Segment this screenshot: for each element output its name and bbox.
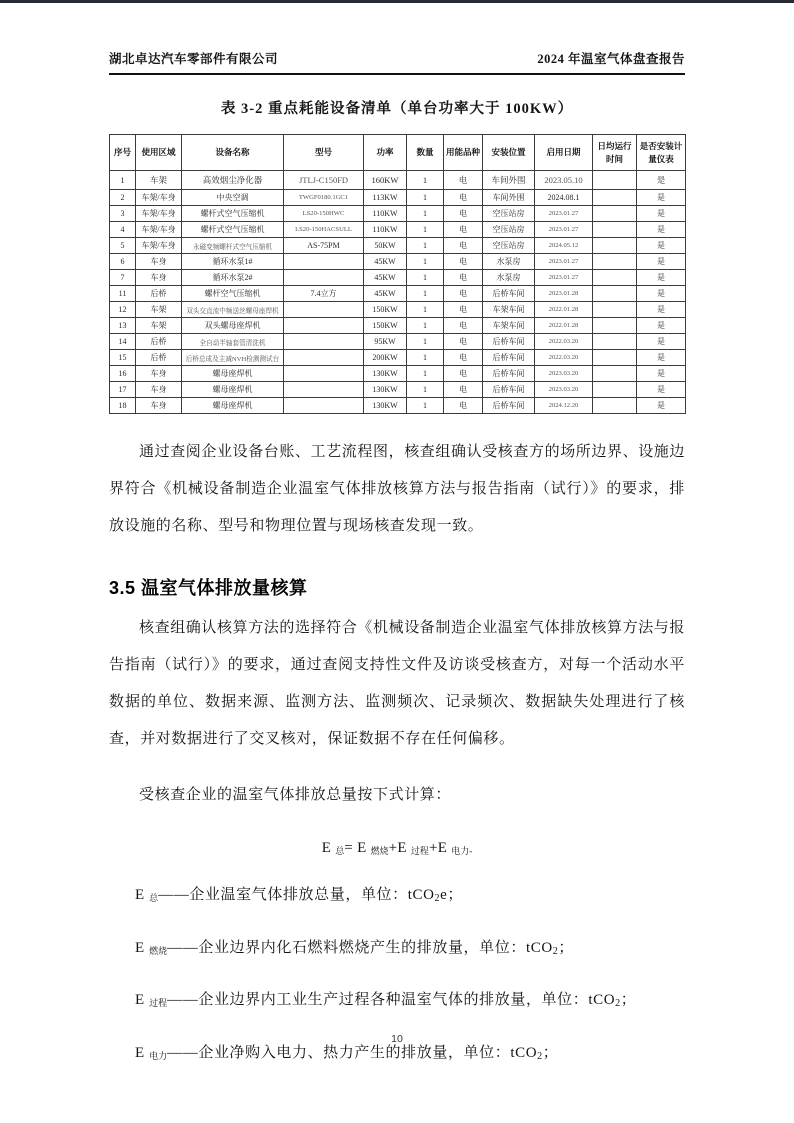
definition-line: E $_{燃烧}$——企业边界内化石燃料燃烧产生的排放量，单位：tCO$_2$； [135,939,574,957]
unit-subscript: 2 [615,998,621,1009]
table-cell: 150KW [364,318,407,334]
table-column-header: 启用日期 [535,135,593,171]
table-cell: 车架车间 [483,318,535,334]
table-column-header: 型号 [284,135,364,171]
table-cell: 是 [637,270,686,286]
table-cell: 3 [110,206,136,222]
table-cell [284,254,364,270]
table-cell: 后桥 [136,286,182,302]
table-cell: LS20-150HACSULL [284,222,364,238]
table-cell [593,302,637,318]
table-cell: 车架 [136,318,182,334]
table-cell: 是 [637,190,686,206]
table-column-header: 设备名称 [182,135,284,171]
table-cell: 双头交直流中频送丝螺母座焊机 [182,302,284,318]
table-cell: 2023.03.20 [535,382,593,398]
page-number: 10 [391,1033,403,1045]
table-cell: 1 [407,334,444,350]
table-cell: 电 [444,366,483,382]
table-cell: 循环水泵2# [182,270,284,286]
table-cell: 1 [407,286,444,302]
table-cell: 16 [110,366,136,382]
table-cell: 1 [407,366,444,382]
unit-subscript: 2 [537,1050,543,1062]
table-column-header: 安装位置 [483,135,535,171]
table-cell: 后桥 [136,334,182,350]
table-cell: 电 [444,254,483,270]
table-cell: 1 [407,318,444,334]
table-cell: 是 [637,318,686,334]
table-cell: 是 [637,171,686,190]
table-cell: 螺杆式空气压缩机 [182,206,284,222]
formula-segment: +E $_{过程}$ [388,840,429,856]
table-cell: 电 [444,222,483,238]
table-cell: 2023.01.27 [535,270,593,286]
table-cell [593,171,637,190]
table-cell: 车身 [136,382,182,398]
table-cell: 2023.01.27 [535,222,593,238]
table-cell: 14 [110,334,136,350]
formula-subscript: 燃烧 [370,846,389,856]
table-cell: 2023.03.20 [535,366,593,382]
table-cell: 后桥车间 [483,350,535,366]
paragraph-formula-intro: 受核查企业的温室气体排放总量按下式计算： [139,787,452,804]
formula-subscript: 总 [335,846,345,856]
term-subscript: 电力 [149,1050,168,1061]
table-cell: 电 [444,190,483,206]
table-cell [284,366,364,382]
table-cell: 螺母座焊机 [182,398,284,414]
table-cell: 2023.05.10 [535,171,593,190]
table-cell: 后桥车间 [483,382,535,398]
table-cell: 130KW [364,382,407,398]
definition-line: E $_{电力}$——企业净购入电力、热力产生的排放量，单位：tCO$_2$； [135,1044,559,1062]
table-cell: 1 [407,222,444,238]
table-cell: 车架车间 [483,302,535,318]
table-cell: 电 [444,171,483,190]
formula-segment: E $_总$ [321,840,345,856]
table-cell: 是 [637,222,686,238]
table-cell: 50KW [364,238,407,254]
table-cell: 后桥 [136,350,182,366]
table-cell: 4 [110,222,136,238]
table-cell: 1 [407,238,444,254]
table-row [110,206,686,222]
table-cell: 车间外围 [483,190,535,206]
table-cell: 1 [407,302,444,318]
table-row [110,254,686,270]
table-cell: 后桥车间 [483,334,535,350]
table-cell: 130KW [364,366,407,382]
table-cell: 车架 [136,302,182,318]
table-cell: 车身 [136,254,182,270]
table-cell: 1 [407,206,444,222]
table-cell: 电 [444,318,483,334]
table-cell: 1 [407,254,444,270]
table-cell: 110KW [364,206,407,222]
table-cell: 电 [444,334,483,350]
table-cell: 7 [110,270,136,286]
equipment-table-head [110,135,686,171]
table-cell: 1 [110,171,136,190]
table-cell: 空压站房 [483,238,535,254]
table-cell [593,286,637,302]
table-cell: 双头螺母座焊机 [182,318,284,334]
table-column-header: 使用区域 [136,135,182,171]
table-cell: 是 [637,382,686,398]
table-cell: 车架/车身 [136,222,182,238]
unit-subscript: 2 [552,945,559,957]
table-cell [593,366,637,382]
table-cell [593,190,637,206]
table-row [110,270,686,286]
table-cell: 是 [637,206,686,222]
table-cell: 车身 [136,398,182,414]
table-cell [593,382,637,398]
table-cell [593,238,637,254]
table-cell: 2024.05.12 [535,238,593,254]
paragraph-boundary-confirmation: 通过查阅企业设备台账、工艺流程图，核查组确认受核查方的场所边界、设施边界符合《机械设备制造企业温室气体排放核算方法与报告指南（试行）》的要求，排放设施的名称、型号和物理位置与现场核查发现一致。 [109,444,686,534]
table-cell: 1 [407,350,444,366]
table-cell: 2022.03.20 [535,350,593,366]
table-cell: 2022.01.28 [535,318,593,334]
table-cell: JTLJ-C150FD [284,171,364,190]
table-cell: 螺杆式空气压缩机 [182,222,284,238]
table-cell: 水泵房 [483,270,535,286]
table-cell: 150KW [364,302,407,318]
table-cell: 2023.01.28 [535,286,593,302]
table-cell: 113KW [364,190,407,206]
unit-subscript: 2 [434,893,441,904]
table-cell: 12 [110,302,136,318]
table-cell: 全自动半轴套管清洗机 [182,334,284,350]
formula-subscript: 电力- [451,846,473,856]
header-report-title: 2024 年温室气体盘查报告 [537,52,685,66]
table-cell: 5 [110,238,136,254]
table-cell: 1 [407,270,444,286]
table-cell: 电 [444,302,483,318]
table-cell: 电 [444,206,483,222]
term-subscript: 总 [149,893,159,903]
table-cell: 电 [444,398,483,414]
table-column-header: 数量 [407,135,444,171]
table-cell: 是 [637,286,686,302]
table-column-header: 功率 [364,135,407,171]
table-row [110,190,686,206]
table-cell: 2022.01.28 [535,302,593,318]
table-cell: 车身 [136,270,182,286]
table-column-header: 是否安装计量仪表 [637,135,686,171]
table-row [110,222,686,238]
table-cell: 是 [637,366,686,382]
table-cell: 45KW [364,254,407,270]
page-footer [0,1033,794,1045]
table-cell [593,398,637,414]
table-header-row [110,135,686,171]
table-caption: 表 3-2 重点耗能设备清单（单台功率大于 100KW） [220,101,574,117]
table-cell: 中央空调 [182,190,284,206]
table-cell: 2022.03.20 [535,334,593,350]
table-cell: 后桥总成及主减NVH检测测试台 [182,350,284,366]
table-cell: 1 [407,398,444,414]
table-column-header: 用能品种 [444,135,483,171]
table-cell: 车架/车身 [136,190,182,206]
table-cell: 螺母座焊机 [182,382,284,398]
table-cell: 160KW [364,171,407,190]
table-cell: 2023.01.27 [535,206,593,222]
table-cell: 永磁变频螺杆式空气压缩机 [182,238,284,254]
paragraph-method-confirmation: 核查组确认核算方法的选择符合《机械设备制造企业温室气体排放核算方法与报告指南（试行）》的要求，通过查阅支持性文件及访谈受核查方，对每一个活动水平数据的单位、数据来源、监测方法、监测频次、记录频次、数据缺失处理进行了核查，并对数据进行了交叉核对，保证数据不存在任何偏移。 [109,620,686,747]
term-subscript: 燃烧 [149,945,168,956]
table-row [110,286,686,302]
table-column-header: 序号 [110,135,136,171]
table-cell [593,254,637,270]
table-row [110,318,686,334]
table-cell: 后桥车间 [483,398,535,414]
running-header [109,3,685,75]
table-cell [284,398,364,414]
table-cell: 110KW [364,222,407,238]
table-cell: 是 [637,302,686,318]
table-cell: 15 [110,350,136,366]
table-cell: 是 [637,334,686,350]
table-cell: 是 [637,238,686,254]
table-cell: 电 [444,286,483,302]
table-cell: 螺母座焊机 [182,366,284,382]
table-cell: 1 [407,382,444,398]
table-cell [593,222,637,238]
table-cell: 螺杆空气压缩机 [182,286,284,302]
table-row [110,366,686,382]
table-row [110,238,686,254]
table-row [110,334,686,350]
formula-segment: = E $_{燃烧}$ [344,840,389,856]
table-cell: 是 [637,398,686,414]
table-cell: 7.4立方 [284,286,364,302]
equipment-table [109,134,686,414]
table-row [110,398,686,414]
table-cell: 水泵房 [483,254,535,270]
table-cell: 130KW [364,398,407,414]
table-cell: 循环水泵1# [182,254,284,270]
table-cell: LS20-150HWC [284,206,364,222]
table-cell: 电 [444,270,483,286]
formula-segment: +E $_{电力-}$ [428,840,473,856]
table-cell: 1 [407,190,444,206]
definition-line: E $_总$——企业温室气体排放总量，单位：tCO$_2$e； [135,887,464,904]
table-cell: 空压站房 [483,222,535,238]
table-cell [284,270,364,286]
table-cell: 13 [110,318,136,334]
table-cell [284,382,364,398]
table-cell [593,206,637,222]
table-cell: 18 [110,398,136,414]
table-cell: 2 [110,190,136,206]
table-row [110,171,686,190]
table-cell: 95KW [364,334,407,350]
table-cell [284,334,364,350]
table-cell [593,350,637,366]
term-subscript: 过程 [149,998,168,1008]
table-cell [284,350,364,366]
table-cell: TWGF0180.1GC1 [284,190,364,206]
table-cell: 车架/车身 [136,238,182,254]
table-cell [284,302,364,318]
table-cell: 6 [110,254,136,270]
table-row [110,382,686,398]
section-heading-3-5: 3.5 温室气体排放量核算 [109,578,308,599]
table-cell: AS-75PM [284,238,364,254]
table-cell: 是 [637,350,686,366]
table-cell [284,318,364,334]
table-cell: 是 [637,254,686,270]
table-cell [593,318,637,334]
table-cell: 2023.01.27 [535,254,593,270]
formula-subscript: 过程 [410,846,429,856]
equipment-table-body [110,171,686,414]
table-column-header: 日均运行时间 [593,135,637,171]
table-cell: 45KW [364,270,407,286]
table-cell: 后桥车间 [483,366,535,382]
table-cell [593,270,637,286]
table-cell: 车间外围 [483,171,535,190]
table-cell: 45KW [364,286,407,302]
table-cell: 电 [444,350,483,366]
header-company: 湖北卓达汽车零部件有限公司 [109,52,279,66]
table-cell: 17 [110,382,136,398]
table-cell: 电 [444,382,483,398]
table-cell: 车架/车身 [136,206,182,222]
definition-line: E $_{过程}$——企业边界内工业生产过程各种温室气体的排放量，单位：tCO$_2$； [135,992,637,1009]
table-cell: 高效烟尘净化器 [182,171,284,190]
table-row [110,350,686,366]
table-cell: 后桥车间 [483,286,535,302]
table-row [110,302,686,318]
table-cell: 2024.08.1 [535,190,593,206]
table-cell: 200KW [364,350,407,366]
table-cell: 车架 [136,171,182,190]
table-cell: 车身 [136,366,182,382]
table-cell: 11 [110,286,136,302]
table-cell: 2024.12.20 [535,398,593,414]
table-cell: 电 [444,238,483,254]
emission-total-formula [109,840,685,857]
table-cell: 1 [407,171,444,190]
table-cell [593,334,637,350]
table-cell: 空压站房 [483,206,535,222]
